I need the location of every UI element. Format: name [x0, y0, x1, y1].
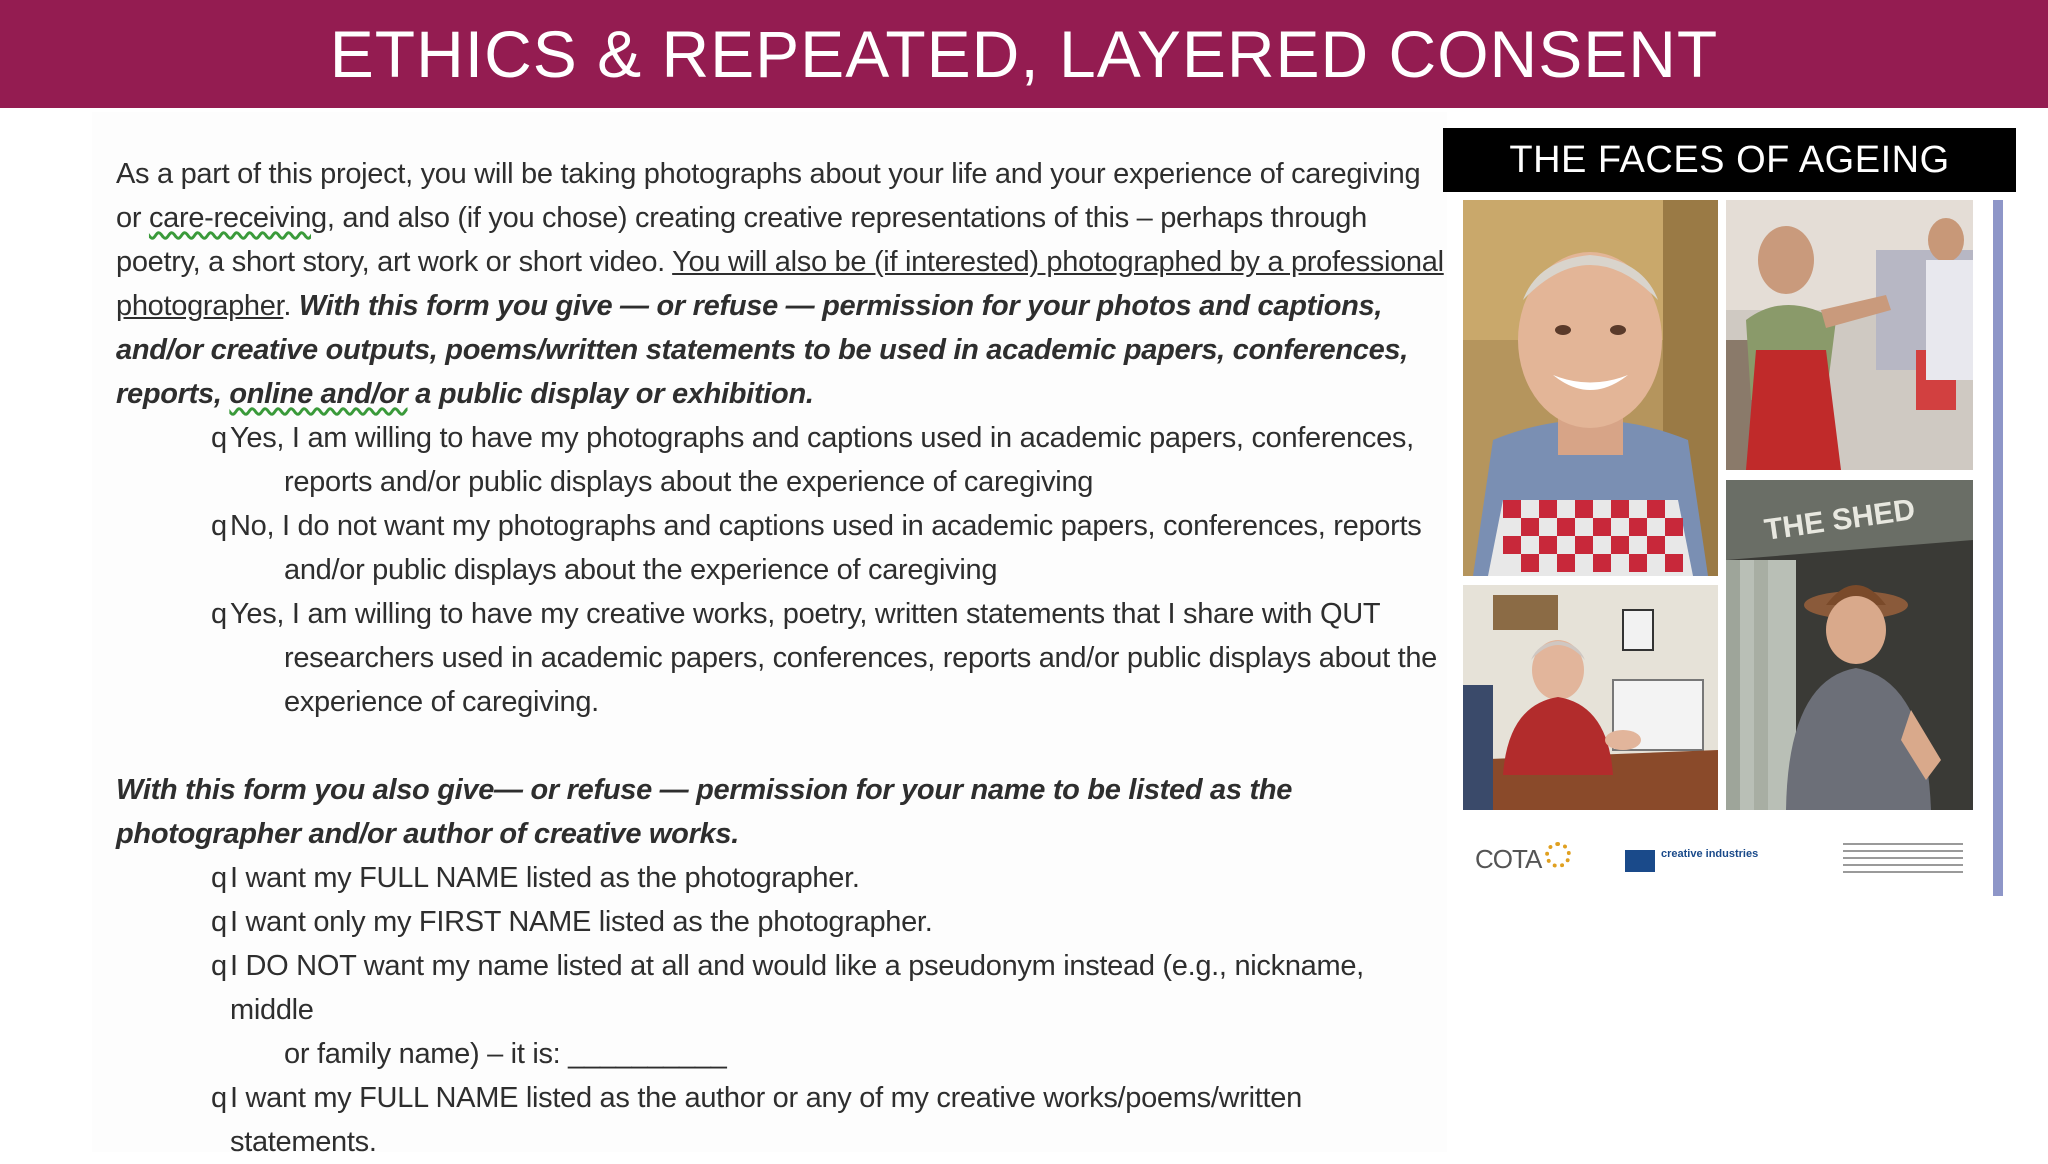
- poster-header: THE FACES OF AGEING: [1443, 128, 2016, 192]
- name-option-2[interactable]: q I want only my FIRST NAME listed as the photographer.: [116, 900, 1446, 944]
- name-permission-heading: With this form you also give— or refuse — permission for your name to be listed as the photographer and/or author of creative works.: [116, 774, 1293, 850]
- photo-man-red-apron: [1726, 200, 1973, 470]
- checkbox-glyph: q: [211, 1082, 227, 1114]
- qut-creative-industries-text: creative industries: [1661, 848, 1759, 860]
- checkbox-glyph: q: [211, 598, 227, 630]
- qut-logo-icon: [1625, 850, 1655, 872]
- name-option-3[interactable]: q I DO NOT want my name listed at all and would like a pseudonym instead (e.g., nickname, middle or family name) – it is: __________: [116, 944, 1446, 1076]
- faces-of-ageing-poster: [1443, 128, 2016, 898]
- checkbox-glyph: q: [211, 862, 227, 894]
- name-option-1[interactable]: q I want my FULL NAME listed as the photographer.: [116, 856, 1446, 900]
- cota-sun-icon: [1545, 842, 1571, 868]
- poster-body: [1463, 200, 1993, 896]
- checkbox-glyph: q: [211, 510, 227, 542]
- checkbox-glyph: q: [211, 422, 227, 454]
- funder-text-block: [1843, 838, 1963, 878]
- shed-sign: THE SHED: [1762, 493, 1918, 547]
- photo-smiling-man: [1463, 200, 1718, 576]
- name-option-4[interactable]: q I want my FULL NAME listed as the author or any of my creative works/poems/written statements.: [116, 1076, 1446, 1164]
- checkbox-glyph: q: [211, 950, 227, 982]
- poster-edge-border: [1993, 200, 2003, 896]
- cota-logo: COTA: [1475, 844, 1542, 874]
- use-option-2[interactable]: q No, I do not want my photographs and captions used in academic papers, conferences, reports and/or public displays about the experience of caregiving: [116, 504, 1446, 592]
- slide-title: ETHICS & REPEATED, LAYERED CONSENT: [329, 17, 1719, 91]
- consent-form-text: [116, 152, 1446, 1164]
- use-option-1[interactable]: q Yes, I am willing to have my photographs and captions used in academic papers, conferences, reports and/or public displays about the experience of caregiving: [116, 416, 1446, 504]
- title-bar: [0, 0, 2048, 108]
- intro-paragraph: As a part of this project, you will be taking photographs about your life and your experience of caregiving or care-receiving, and also (if you chose) creating creative representations of this – perhaps through poetry, a short story, art work or short video. You will also be (if interested) photographed by a professional photographer. With this form you give — or refuse — permission for your photos and captions, and/or creative outputs, poems/written statements to be used in academic papers, conferences, reports, online and/or a public display or exhibition.: [116, 158, 1444, 410]
- photo-man-at-shed: [1726, 480, 1973, 810]
- photo-woman-at-desk: [1463, 585, 1718, 810]
- checkbox-glyph: q: [211, 906, 227, 938]
- use-option-3[interactable]: q Yes, I am willing to have my creative works, poetry, written statements that I share with QUT researchers used in academic papers, conferences, reports and/or public displays about the experience of caregiving.: [116, 592, 1446, 724]
- sponsor-logos: [1463, 830, 1993, 890]
